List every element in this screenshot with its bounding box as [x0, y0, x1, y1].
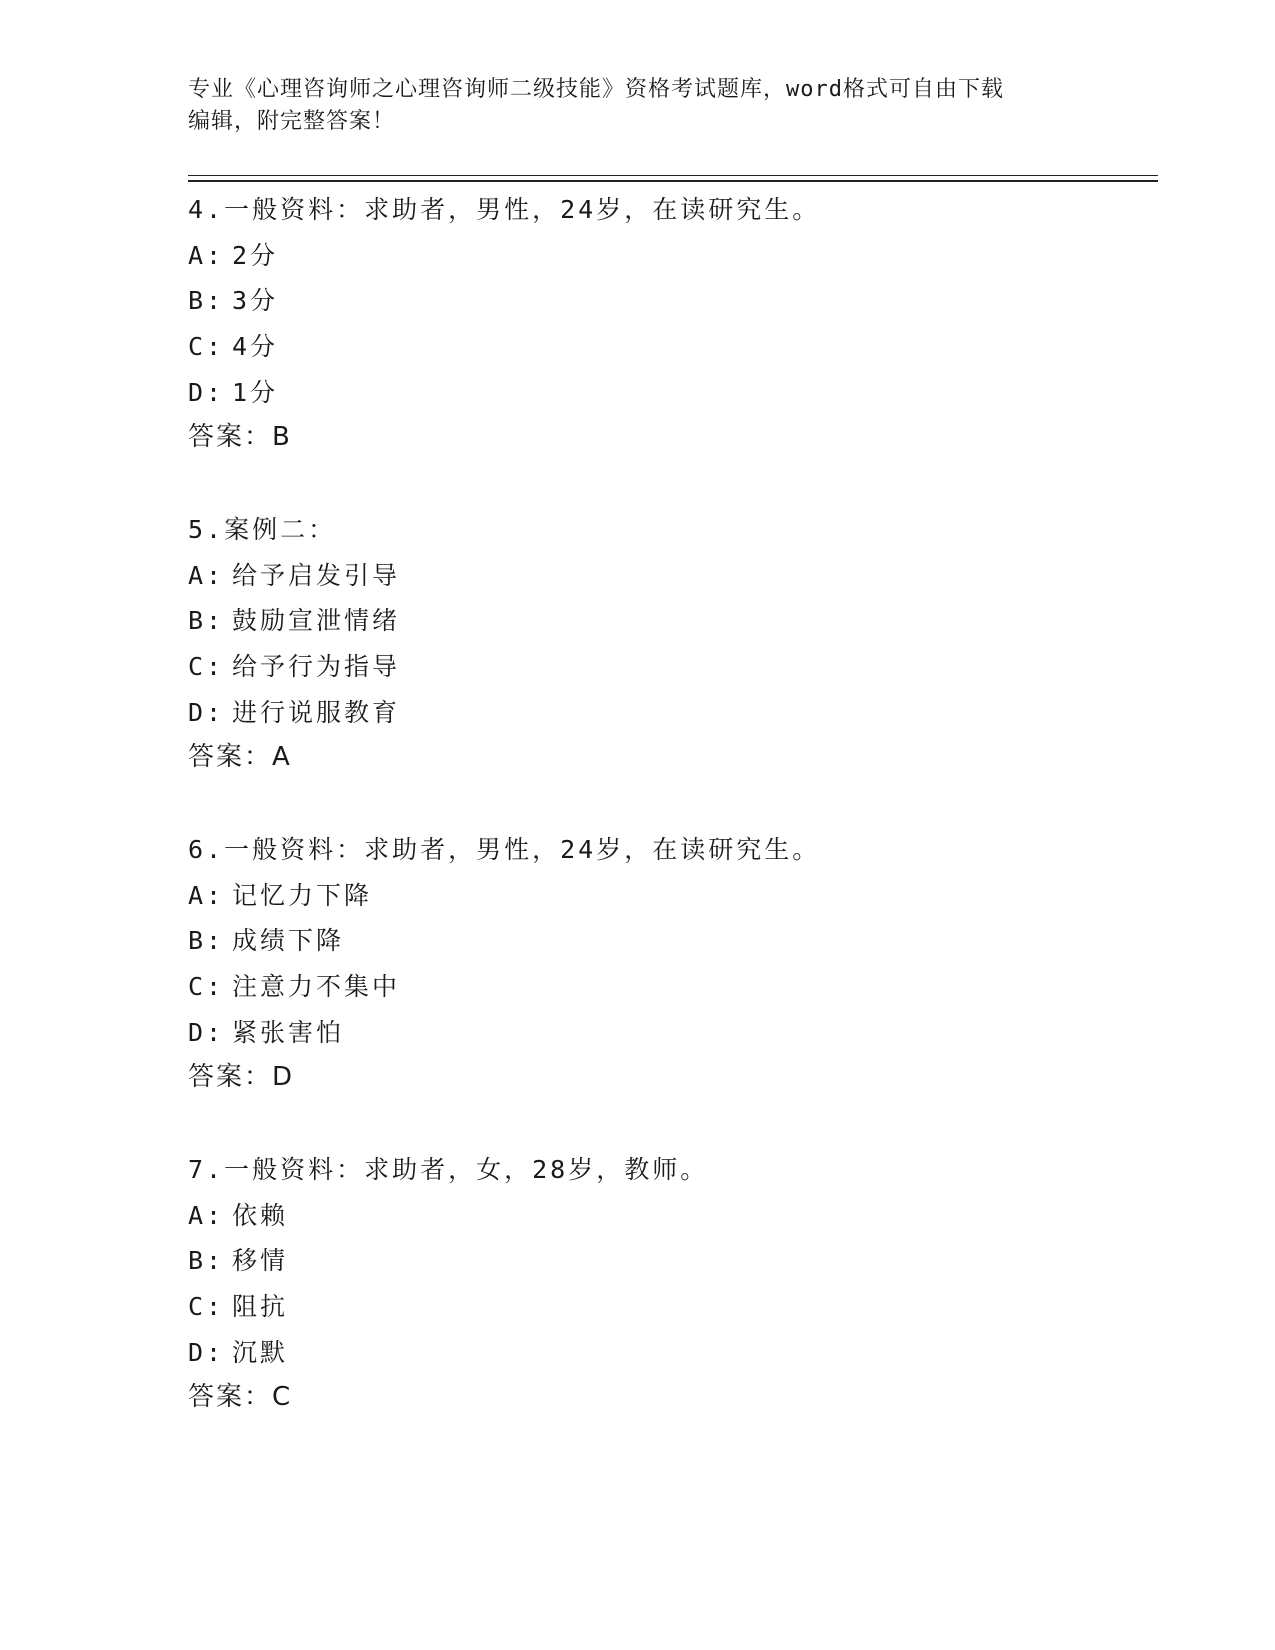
document-header: [188, 74, 1088, 138]
answer-line: 答案：A: [188, 742, 292, 773]
question-stem: 7.一般资料：求助者，女，28岁，教师。: [188, 1155, 709, 1184]
header-divider-thick: [188, 180, 1158, 182]
option-a: [188, 1193, 1148, 1239]
option-b: [188, 918, 1148, 964]
option-text: 进行说服教育: [232, 697, 401, 727]
option-text: 鼓励宣泄情绪: [232, 606, 401, 636]
option-letter: D:: [188, 377, 225, 407]
option-text: 移情: [232, 1246, 289, 1276]
option-text: 1分: [232, 377, 279, 407]
option-letter: D:: [188, 1017, 225, 1047]
option-text: 4分: [232, 332, 279, 362]
option-text: 给予启发引导: [232, 560, 401, 590]
option-letter: C:: [188, 332, 225, 362]
option-text: 依赖: [232, 1200, 289, 1230]
header-divider-thin: [188, 175, 1158, 176]
option-text: 沉默: [232, 1337, 289, 1367]
option-letter: B:: [188, 926, 225, 956]
question-block: [188, 187, 1148, 461]
option-letter: D:: [188, 697, 225, 727]
option-b: [188, 278, 1148, 324]
option-d: [188, 1010, 1148, 1056]
answer-line: 答案：C: [188, 1382, 293, 1413]
option-a: [188, 233, 1148, 279]
option-letter: A:: [188, 560, 225, 590]
question-stem: 6.一般资料：求助者，男性，24岁，在读研究生。: [188, 835, 821, 864]
option-text: 3分: [232, 286, 279, 316]
option-d: [188, 370, 1148, 416]
option-c: [188, 964, 1148, 1010]
option-letter: B:: [188, 606, 225, 636]
option-a: [188, 873, 1148, 919]
option-text: 成绩下降: [232, 926, 345, 956]
option-a: [188, 553, 1148, 599]
option-letter: C:: [188, 652, 225, 682]
option-letter: B:: [188, 1246, 225, 1276]
question-stem: 4.一般资料：求助者，男性，24岁，在读研究生。: [188, 195, 821, 224]
answer-line: 答案：B: [188, 422, 292, 453]
option-d: [188, 690, 1148, 736]
option-text: 给予行为指导: [232, 652, 401, 682]
option-letter: D:: [188, 1337, 225, 1367]
answer-line: 答案：D: [188, 1062, 295, 1093]
option-letter: A:: [188, 1200, 225, 1230]
option-c: [188, 324, 1148, 370]
header-line-2: 编辑，附完整答案！: [188, 109, 396, 134]
option-b: [188, 1238, 1148, 1284]
option-letter: B:: [188, 286, 225, 316]
option-text: 2分: [232, 240, 279, 270]
option-text: 注意力不集中: [232, 972, 401, 1002]
question-block: [188, 827, 1148, 1101]
option-c: [188, 644, 1148, 690]
option-letter: C:: [188, 972, 225, 1002]
option-d: [188, 1330, 1148, 1376]
option-text: 阻抗: [232, 1292, 289, 1322]
option-letter: A:: [188, 240, 225, 270]
option-text: 紧张害怕: [232, 1017, 345, 1047]
question-block: [188, 1147, 1148, 1421]
option-c: [188, 1284, 1148, 1330]
option-letter: C:: [188, 1292, 225, 1322]
option-b: [188, 598, 1148, 644]
question-stem: 5.案例二：: [188, 515, 337, 544]
option-text: 记忆力下降: [232, 880, 373, 910]
option-letter: A:: [188, 880, 225, 910]
question-block: [188, 507, 1148, 781]
header-line-1: 专业《心理咨询师之心理咨询师二级技能》资格考试题库，word格式可自由下载: [188, 77, 1004, 102]
